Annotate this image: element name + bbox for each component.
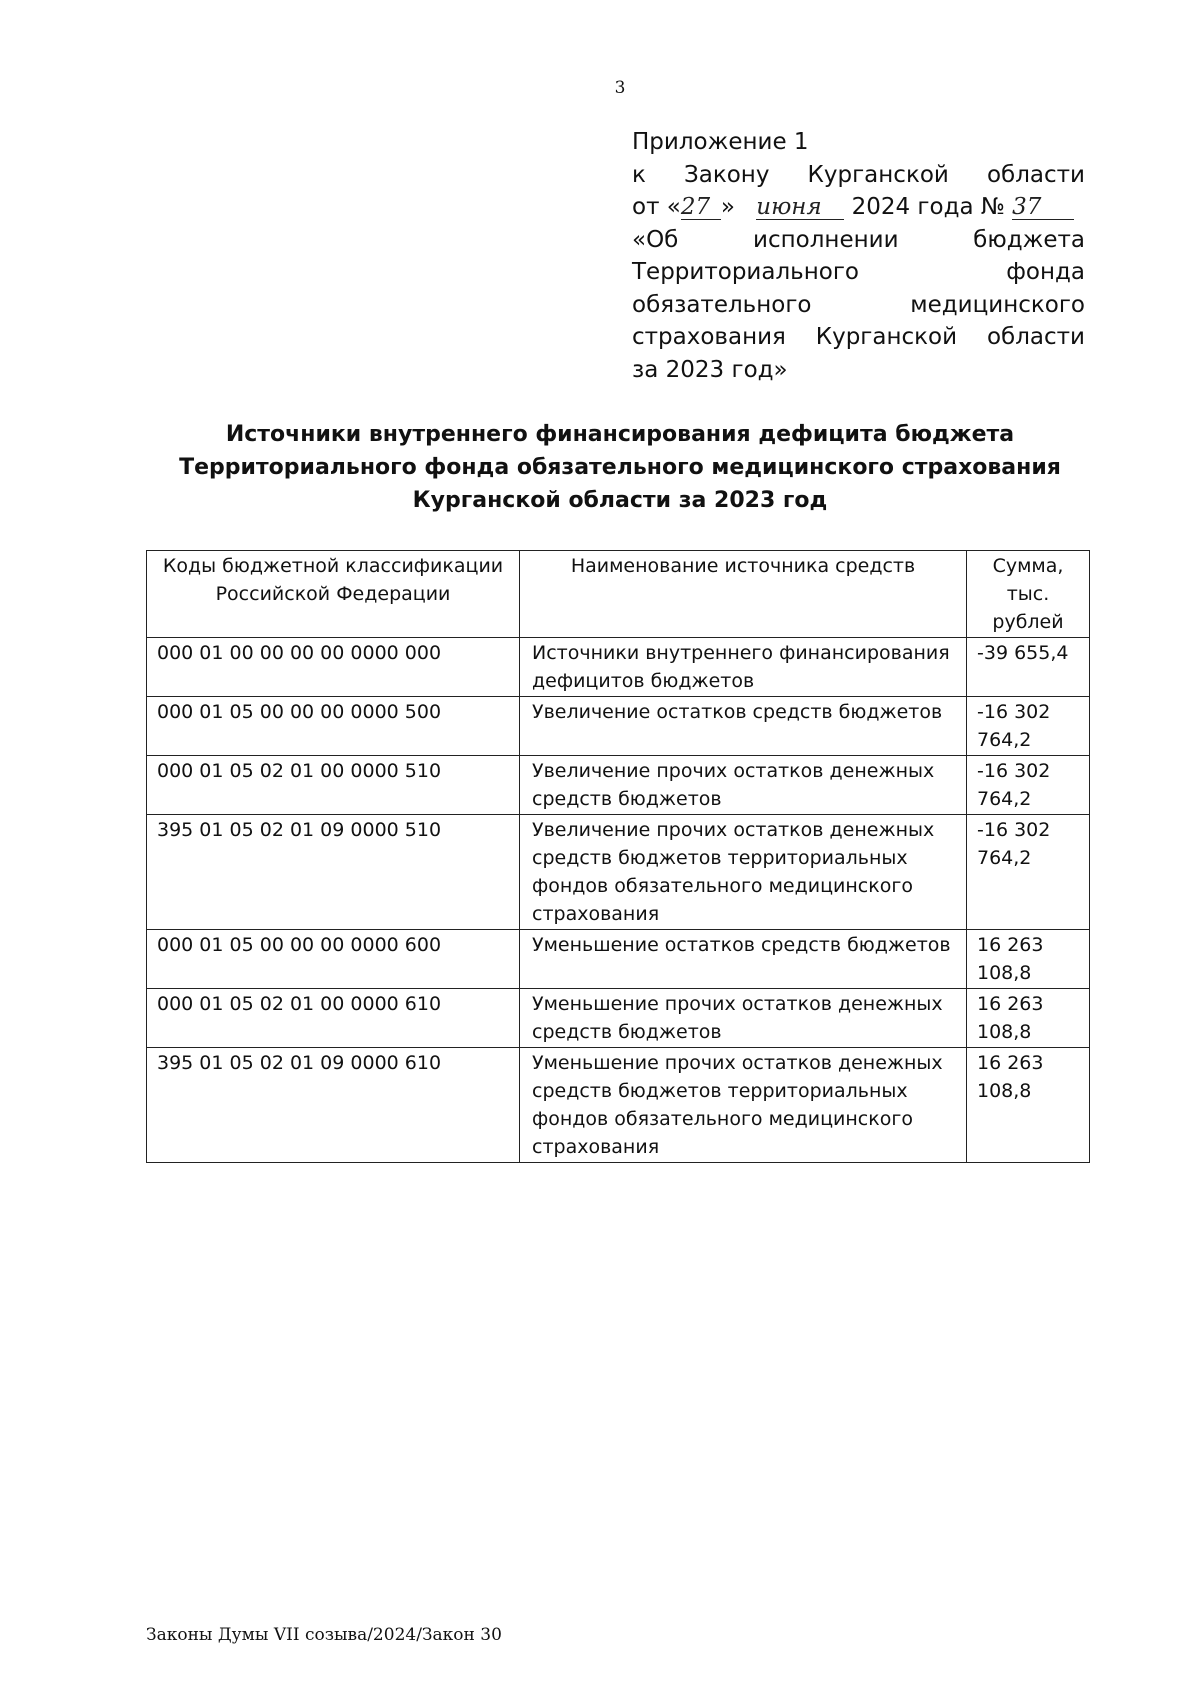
row-code: 000 01 05 00 00 00 0000 500 bbox=[147, 697, 520, 756]
appendix-law-ref: к Закону Курганской области bbox=[632, 161, 1085, 188]
date-close-quote: » bbox=[720, 194, 735, 220]
table-row bbox=[147, 989, 1090, 1048]
table-row bbox=[147, 756, 1090, 815]
appendix-line-4: «Об исполнении бюджета bbox=[632, 226, 1085, 253]
appendix-title: Приложение 1 bbox=[632, 129, 809, 155]
footer-reference: Законы Думы VII созыва/2024/Закон 30 bbox=[146, 1625, 502, 1645]
row-amount: -16 302 764,2 bbox=[967, 815, 1090, 930]
row-name: Уменьшение остатков средств бюджетов bbox=[520, 930, 967, 989]
row-amount: -16 302 764,2 bbox=[967, 697, 1090, 756]
table-row bbox=[147, 815, 1090, 930]
row-amount: 16 263 108,8 bbox=[967, 930, 1090, 989]
row-code: 000 01 00 00 00 00 0000 000 bbox=[147, 638, 520, 697]
header-name: Наименование источника средств bbox=[520, 551, 967, 638]
header-code: Коды бюджетной классификации Российской Федерации bbox=[147, 551, 520, 638]
row-code: 000 01 05 02 01 00 0000 510 bbox=[147, 756, 520, 815]
title-line-3: Курганской области за 2023 год bbox=[412, 488, 828, 513]
row-code: 000 01 05 02 01 00 0000 610 bbox=[147, 989, 520, 1048]
table-row bbox=[147, 638, 1090, 697]
header-amount: Сумма, тыс. рублей bbox=[967, 551, 1090, 638]
appendix-date-line bbox=[632, 191, 1085, 224]
row-amount: -39 655,4 bbox=[967, 638, 1090, 697]
row-code: 395 01 05 02 01 09 0000 610 bbox=[147, 1048, 520, 1163]
row-amount: 16 263 108,8 bbox=[967, 1048, 1090, 1163]
title-line-2: Территориального фонда обязательного медицинского страхования bbox=[179, 455, 1061, 480]
row-amount: -16 302 764,2 bbox=[967, 756, 1090, 815]
year-number-label: 2024 года № bbox=[851, 194, 1005, 220]
handwritten-law-number: 37 bbox=[1012, 195, 1074, 220]
page-number: 3 bbox=[614, 78, 626, 98]
appendix-line-5: Территориального фонда bbox=[632, 259, 1085, 285]
row-code: 395 01 05 02 01 09 0000 510 bbox=[147, 815, 520, 930]
appendix-line-8: за 2023 год» bbox=[632, 356, 788, 383]
date-prefix: от « bbox=[632, 194, 681, 220]
sources-table bbox=[146, 550, 1090, 1163]
row-code: 000 01 05 00 00 00 0000 600 bbox=[147, 930, 520, 989]
row-amount: 16 263 108,8 bbox=[967, 989, 1090, 1048]
row-name: Увеличение прочих остатков денежных средств бюджетов территориальных фондов обязательного медицинского страхования bbox=[520, 815, 967, 930]
row-name: Увеличение остатков средств бюджетов bbox=[520, 697, 967, 756]
row-name: Источники внутреннего финансирования дефицитов бюджетов bbox=[520, 638, 967, 697]
row-name: Уменьшение прочих остатков денежных средств бюджетов территориальных фондов обязательного медицинского страхования bbox=[520, 1048, 967, 1163]
table-row bbox=[147, 1048, 1090, 1163]
table-row bbox=[147, 930, 1090, 989]
appendix-block bbox=[632, 126, 1085, 386]
appendix-line-6: обязательного медицинского bbox=[632, 291, 1085, 318]
handwritten-month: июня bbox=[756, 195, 844, 220]
table-row bbox=[147, 697, 1090, 756]
title-line-1: Источники внутреннего финансирования дефицита бюджета bbox=[225, 422, 1015, 447]
table-header-row bbox=[147, 551, 1090, 638]
row-name: Уменьшение прочих остатков денежных средств бюджетов bbox=[520, 989, 967, 1048]
appendix-line-7: страхования Курганской области bbox=[632, 324, 1085, 350]
handwritten-day: 27 bbox=[681, 195, 721, 220]
row-name: Увеличение прочих остатков денежных средств бюджетов bbox=[520, 756, 967, 815]
document-title bbox=[145, 418, 1095, 517]
